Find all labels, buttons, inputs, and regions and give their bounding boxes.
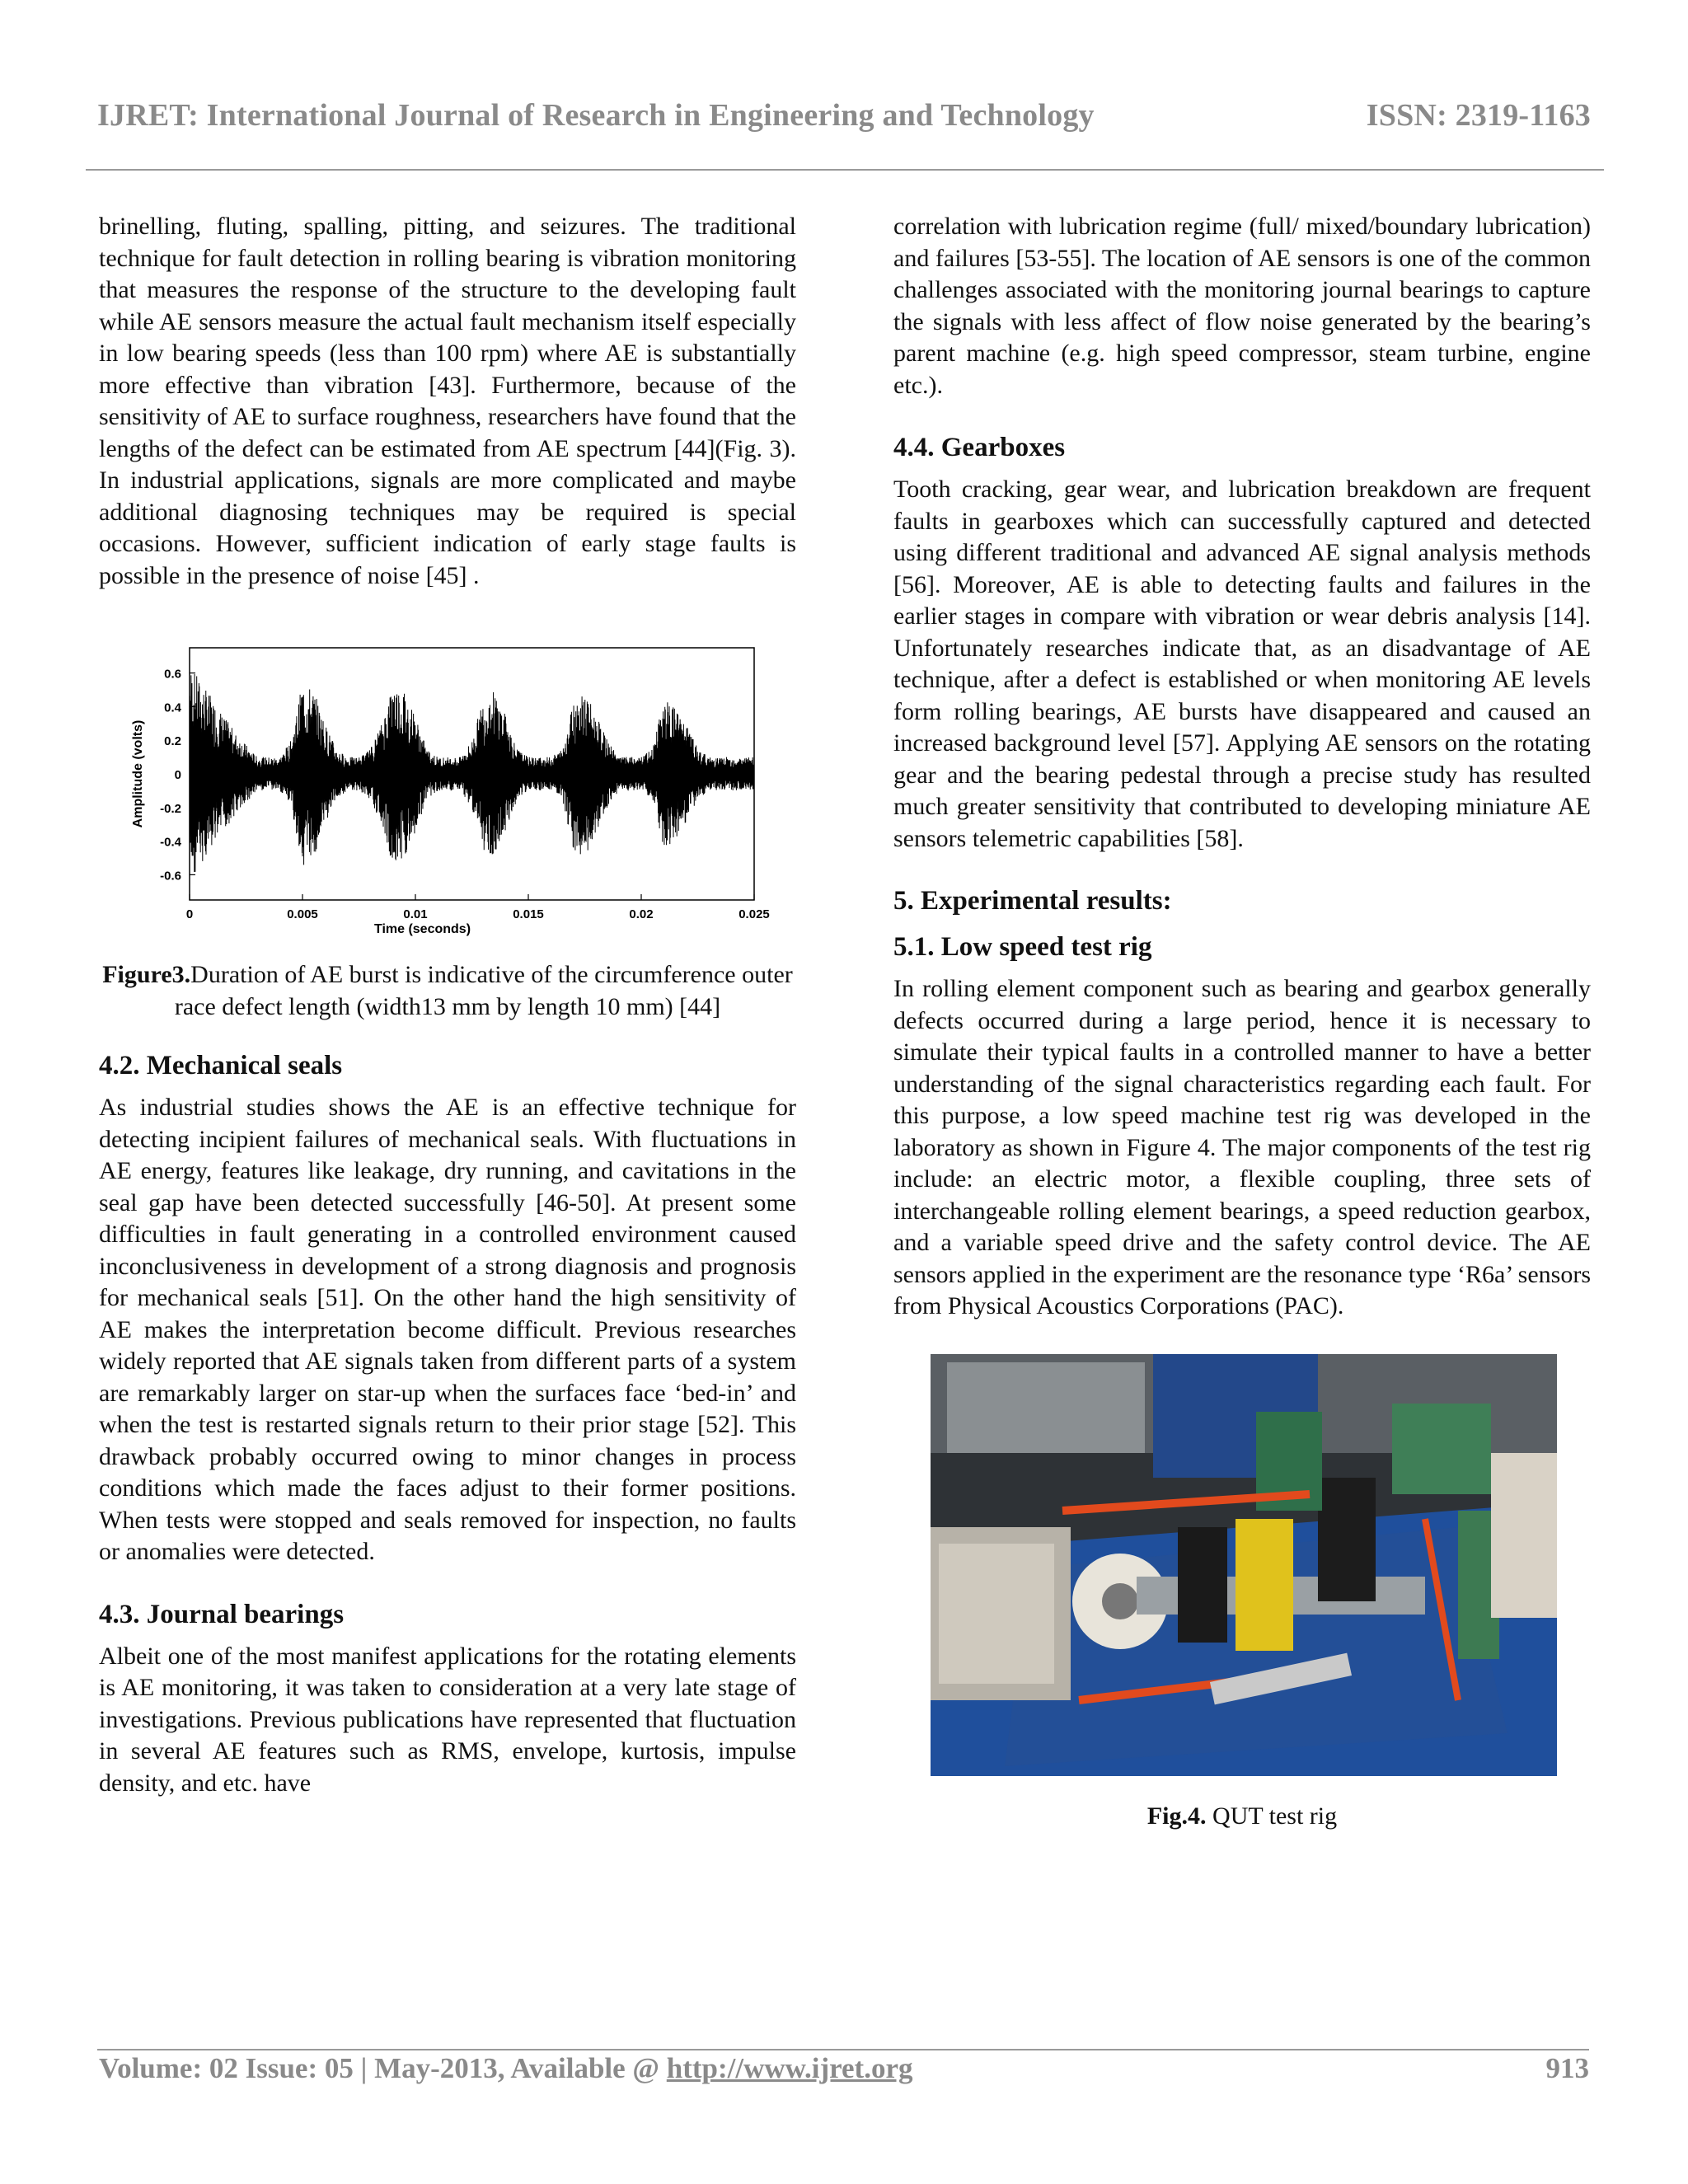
paragraph-journal-cont: correlation with lubrication regime (full/ mixed/boundary lubrication) and failures [53-55]. The location of AE sensors is one of the common challenges associated with the monitoring journal bearings to capture the signals with less affect of flow noise generated by the bearing’s parent machine (e.g. high speed compressor, steam turbine, engine etc.). [893, 213, 1591, 399]
figure-3-caption-text: Duration of AE burst is indicative of the circumference outer race defect length (width13 mm by length 10 mm) [44] [174, 961, 793, 1020]
left-column [99, 211, 796, 1799]
y-tick-label: -0.2 [160, 801, 181, 816]
page-number: 913 [1545, 2052, 1589, 2084]
footer-volume [99, 2052, 913, 2085]
paragraph-4-3: Albeit one of the most manifest applications for the rotating elements is AE monitoring, it was taken to consideration at a very late stage of investigations. Previous publications have represented that fluctuation in several AE features such as RMS, envelope, kurtosis, impulse density, and etc. have [99, 1642, 796, 1797]
x-tick-label: 0.025 [738, 907, 770, 921]
y-tick-label: -0.6 [160, 869, 181, 883]
figure-4-caption [893, 1801, 1591, 1833]
y-tick-label: -0.4 [160, 835, 181, 850]
right-column [893, 211, 1591, 1832]
x-tick-label: 0.02 [629, 907, 654, 921]
journal-title: IJRET: International Journal of Research in Engineering and Technology [97, 98, 1095, 133]
paragraph-5-1: In rolling element component such as bearing and gearbox generally defects occurred during a large period, hence it is necessary to simulate their typical faults in a controlled manner to have a better understanding of the signal characteristics regarding each fault. For this purpose, a low speed machine test rig was developed in the laboratory as shown in Figure 4. The major components of the test rig include: an electric motor, a flexible coupling, three sets of interchangeable rolling element bearings, a speed reduction gearbox, and a variable speed drive and the safety control device. The AE sensors applied in the experiment are the resonance type ‘R6a’ sensors from Physical Acoustics Corporations (PAC). [893, 975, 1591, 1319]
running-footer [99, 2052, 1589, 2085]
y-tick-label: 0.2 [164, 734, 181, 749]
heading-4-2: 4.2. Mechanical seals [99, 1051, 343, 1080]
footer-volume-text: Volume: 02 Issue: 05 | May-2013, Available @ [99, 2052, 667, 2084]
journal-link[interactable]: http://www.ijret.org [666, 2052, 913, 2084]
ae-burst-chart [99, 628, 796, 941]
paragraph-4-4: Tooth cracking, gear wear, and lubrication breakdown are frequent faults in gearboxes which can successfully captured and detected using different traditional and advanced AE signal analysis methods [56]. Moreover, AE is able to detecting faults and failures in the earlier stages in compare with vibration or wear debris analysis [14]. Unfortunately researches indicate that, as an disadvantage of AE technique, after a defect is established or when monitoring AE levels form rolling bearings, AE bursts have disappeared and caused an increased background level [57]. Applying AE sensors on the rotating gear and the bearing pedestal through a precise study has resulted much greater sensitivity that contributed to developing miniature AE sensors telemetric capabilities [58]. [893, 476, 1591, 852]
issn: ISSN: 2319-1163 [1366, 98, 1591, 133]
x-tick-label: 0 [185, 907, 194, 921]
figure-4-label: Fig.4. [1146, 1802, 1207, 1830]
test-rig-illustration [931, 1354, 1557, 1776]
running-header [97, 97, 1591, 134]
heading-4-3: 4.3. Journal bearings [99, 1599, 345, 1629]
figure-3-label: Figure3. [102, 961, 191, 988]
x-axis-label: Time (seconds) [373, 922, 471, 936]
y-tick-label: 0 [174, 768, 181, 782]
x-tick-label: 0.01 [403, 907, 428, 921]
y-tick-label: 0.6 [164, 667, 181, 682]
figure-3 [99, 628, 796, 941]
heading-5-1: 5.1. Low speed test rig [893, 932, 1152, 962]
y-tick-label: 0.4 [164, 701, 181, 715]
x-tick-label: 0.015 [513, 907, 544, 921]
heading-4-4: 4.4. Gearboxes [893, 433, 1066, 462]
paragraph-4-2: As industrial studies shows the AE is an effective technique for detecting incipient failures of mechanical seals. With fluctuations in AE energy, features like leakage, dry running, and cavitations in the seal gap have been detected successfully [46-50]. At present some difficulties in fault generating in a controlled environment caused inconclusiveness in development of a strong diagnosis and prognosis for mechanical seals [51]. On the other hand the high sensitivity of AE makes the interpretation become difficult. Previous researches widely reported that AE signals taken from different parts of a system are remarkably larger on star-up when the surfaces face ‘bed-in’ and when the test is restarted signals return to their prior stage [52]. This drawback probably occurred owing to minor changes in process conditions which made the faces adjust to their former positions. When tests were stopped and seals removed for inspection, no faults or anomalies were detected. [99, 1094, 796, 1565]
x-tick-label: 0.005 [287, 907, 318, 921]
paragraph-intro: brinelling, fluting, spalling, pitting, and seizures. The traditional technique for fault detection in rolling bearing is vibration monitoring that measures the response of the structure to the developing fault while AE sensors measure the actual fault mechanism itself especially in low bearing speeds (less than 100 rpm) where AE is substantially more effective than vibration [43]. Furthermore, because of the sensitivity of AE to surface roughness, researchers have found that the lengths of the defect can be estimated from AE spectrum [44](Fig. 3). In industrial applications, signals are more complicated and maybe additional diagnosing techniques may be required is special occasions. However, sufficient indication of early stage faults is possible in the presence of noise [45] . [99, 213, 796, 589]
figure-3-caption [99, 959, 796, 1023]
y-axis-label: Amplitude (volts) [131, 719, 145, 828]
test-rig-photo [931, 1354, 1557, 1776]
heading-5: 5. Experimental results: [893, 886, 1172, 916]
header-rule [86, 169, 1604, 171]
footer-rule [97, 2049, 1589, 2050]
figure-4-caption-text: QUT test rig [1206, 1802, 1338, 1830]
